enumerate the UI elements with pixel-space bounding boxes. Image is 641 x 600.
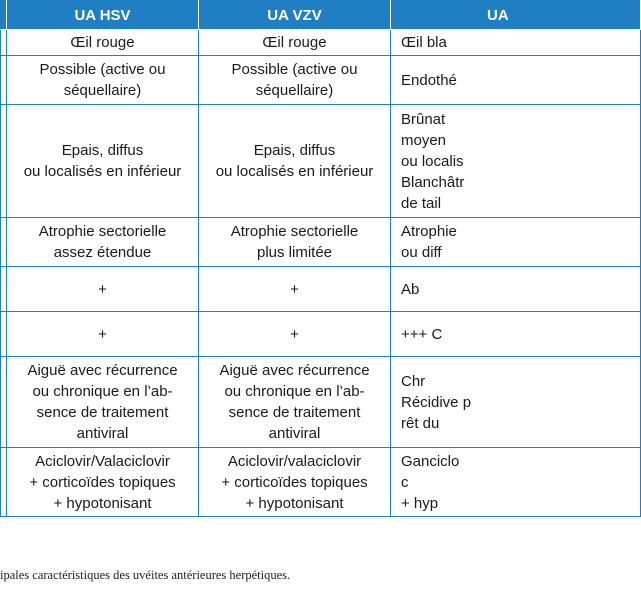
table-cell: Œil rouge	[7, 30, 199, 56]
table-cell: Œil bla	[391, 30, 641, 56]
table-cell: Aciclovir/Valaciclovir + corticoïdes topiques + hypotonisant	[7, 448, 199, 517]
header-ua-vzv: UA VZV	[199, 1, 391, 30]
table-cell: +++ C	[391, 312, 641, 357]
header-ua-cmv: UA	[391, 1, 641, 30]
table-cell: +	[199, 312, 391, 357]
table-cell: +	[199, 267, 391, 312]
table-row	[1, 30, 641, 56]
table-row	[1, 267, 641, 312]
table-row	[1, 105, 641, 218]
table-cell: Epais, diffus ou localisés en inférieur	[199, 105, 391, 218]
table-cell: Atrophie sectorielle assez étendue	[7, 218, 199, 267]
table-cell: +	[7, 267, 199, 312]
header-row	[1, 1, 641, 30]
table-cell: +	[7, 312, 199, 357]
table-row	[1, 56, 641, 105]
table-cell: Atrophie sectorielle plus limitée	[199, 218, 391, 267]
table-cell: Epais, diffus ou localisés en inférieur	[7, 105, 199, 218]
table-row	[1, 357, 641, 448]
table-cell: Aiguë avec récurrence ou chronique en l’ab- sence de traitement antiviral	[7, 357, 199, 448]
table-cell: Aiguë avec récurrence ou chronique en l’ab- sence de traitement antiviral	[199, 357, 391, 448]
table-cell: Œil rouge	[199, 30, 391, 56]
table-cell: Aciclovir/valaciclovir + corticoïdes topiques + hypotonisant	[199, 448, 391, 517]
table-caption: ipales caractéristiques des uvéites antérieures herpétiques.	[0, 568, 291, 582]
table-row	[1, 312, 641, 357]
table-cell: Possible (active ou séquellaire)	[7, 56, 199, 105]
table-cell: Possible (active ou séquellaire)	[199, 56, 391, 105]
table-cell: Ab	[391, 267, 641, 312]
table-cell: Endothé	[391, 56, 641, 105]
table-cell: Chr Récidive p rêt du	[391, 357, 641, 448]
table-row	[1, 448, 641, 517]
table-cell: Ganciclo c + hyp	[391, 448, 641, 517]
table-cell: Atrophie ou diff	[391, 218, 641, 267]
table-row	[1, 218, 641, 267]
table-cell: Brûnat moyen ou localis Blanchâtr de tail	[391, 105, 641, 218]
header-ua-hsv: UA HSV	[7, 1, 199, 30]
